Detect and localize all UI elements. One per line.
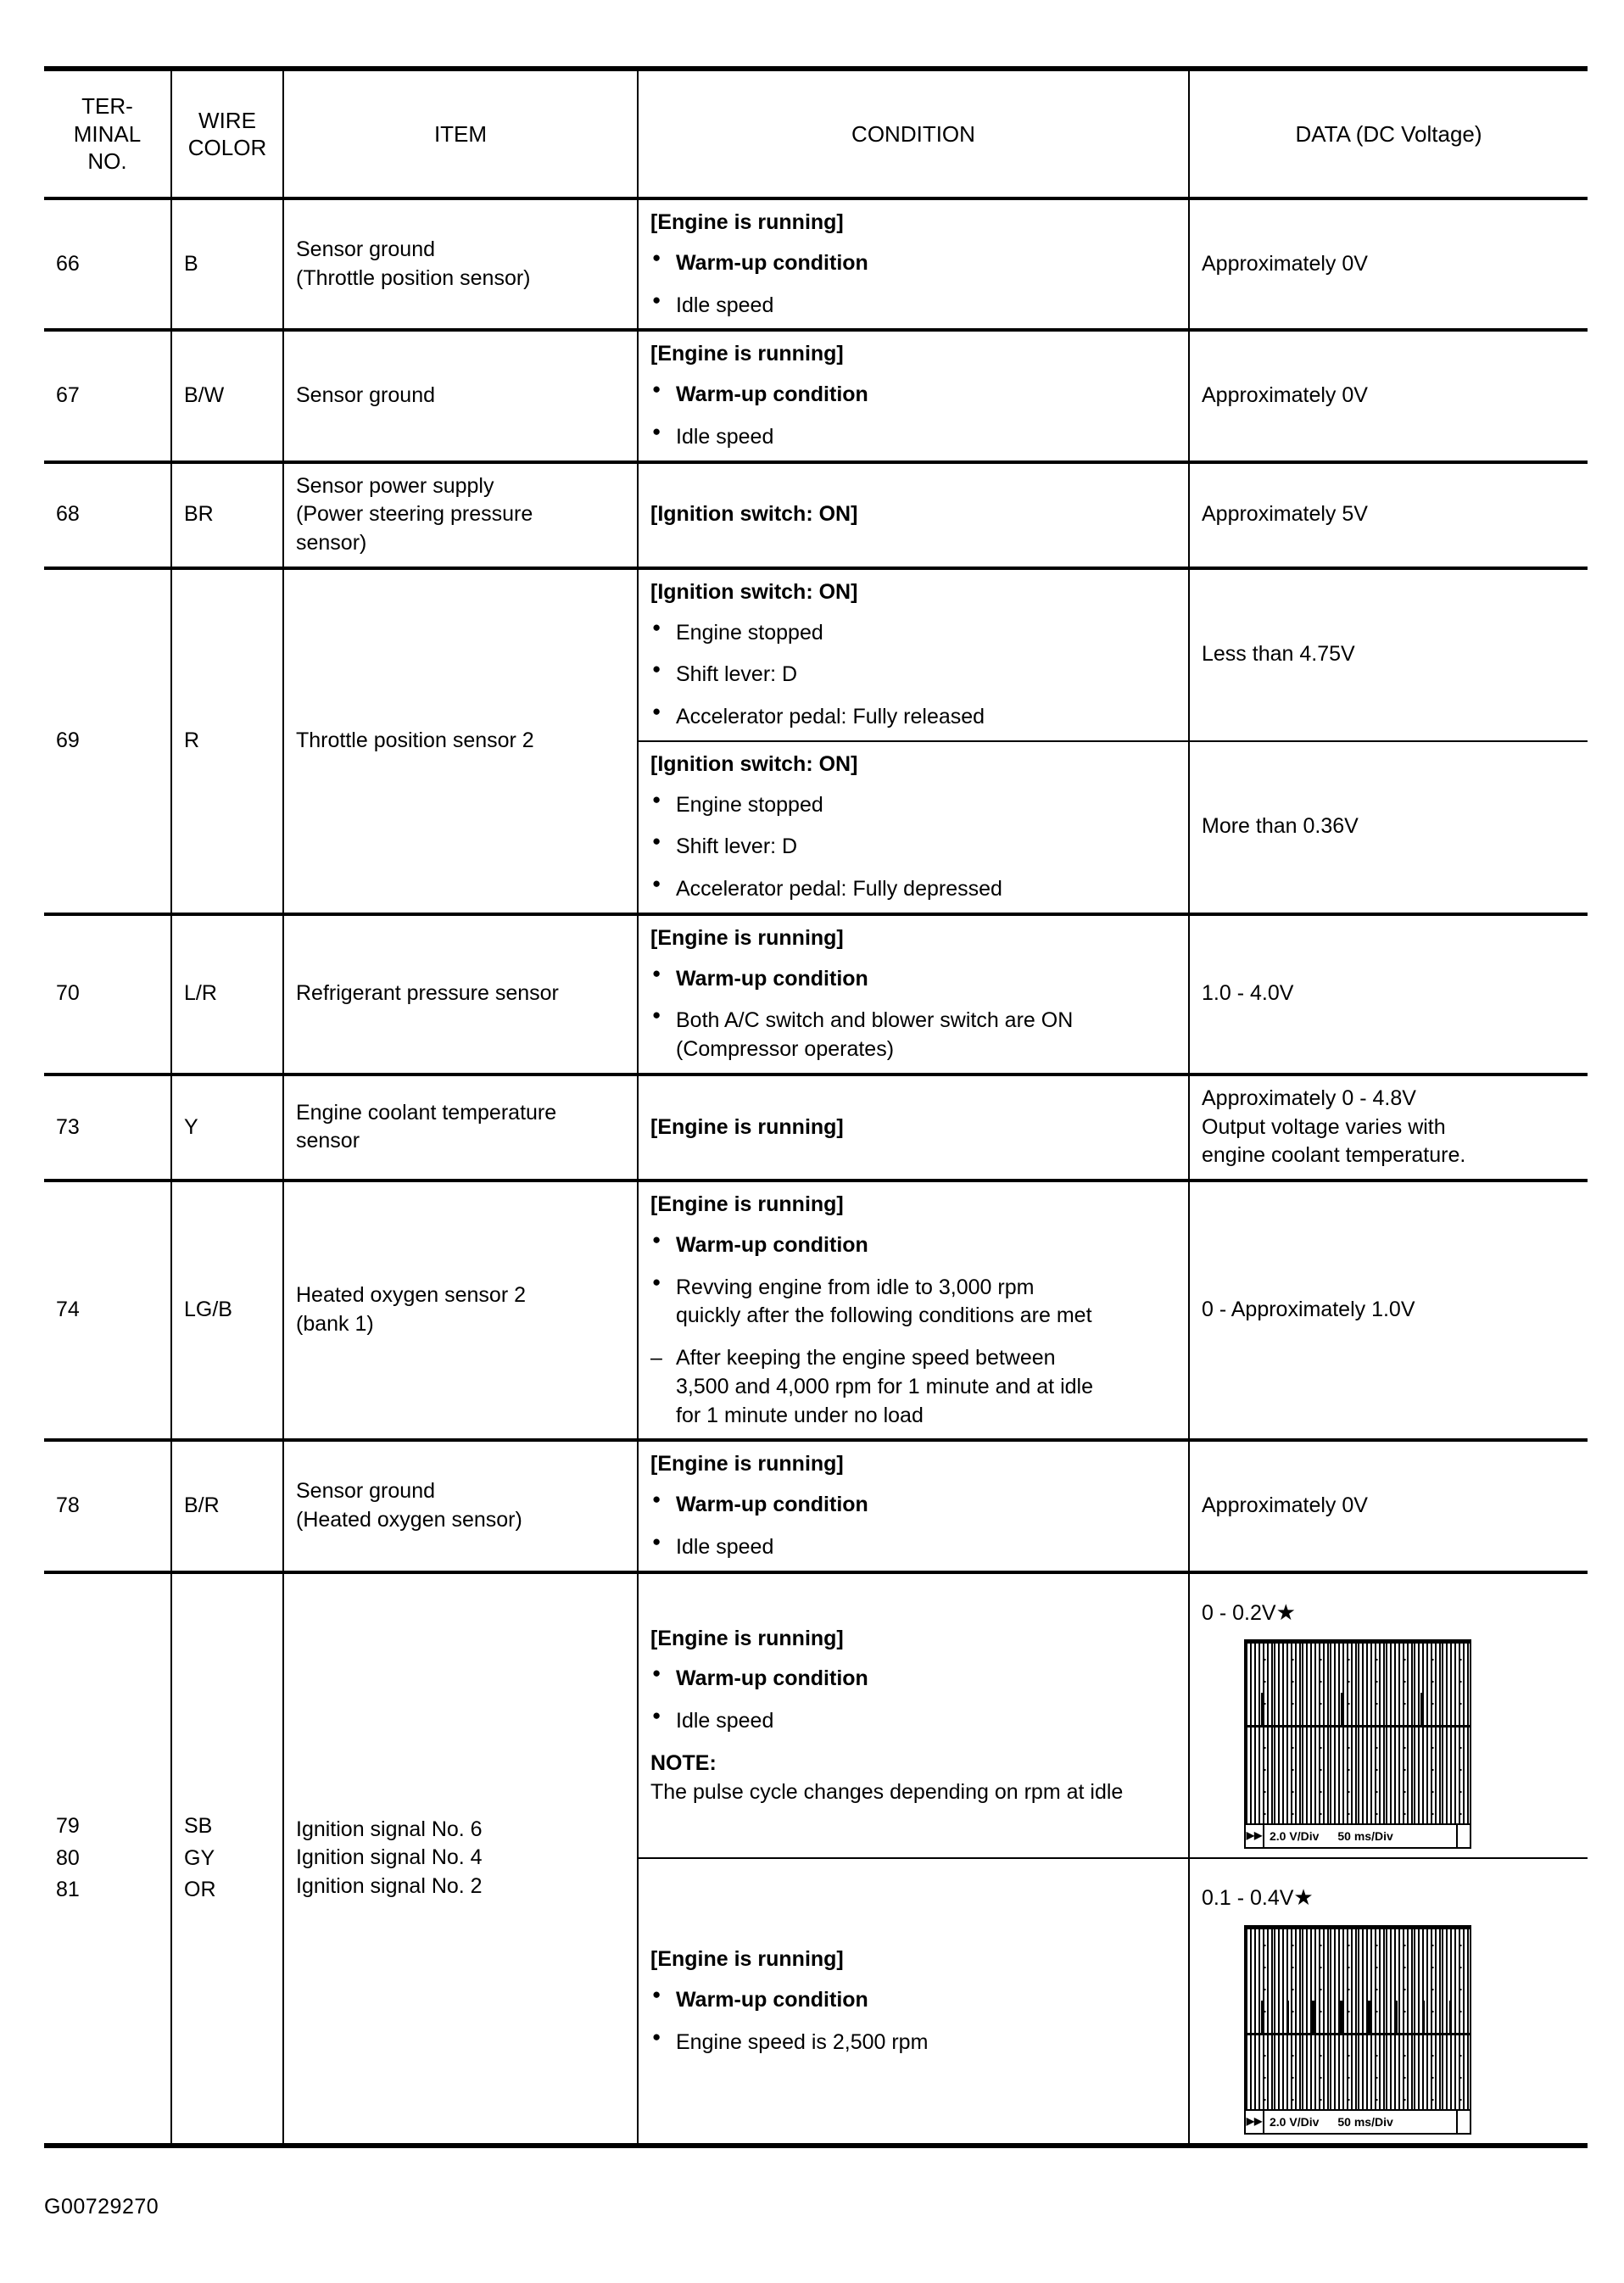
scope-footer (1246, 2109, 1470, 2133)
cell-wire-color: LG/B (171, 1181, 283, 1440)
cell-item: Sensor ground (283, 330, 638, 461)
scope-pulse-train (1246, 1929, 1470, 2109)
cell-item (283, 1440, 638, 1571)
cell-data (1189, 1572, 1588, 1859)
condition-bullet: ● Engine stopped (650, 619, 1176, 648)
oscilloscope-waveform-2500rpm (1244, 1925, 1471, 2135)
condition-bullet-list (650, 1491, 1176, 1562)
header-line-2: COLOR (187, 135, 267, 160)
table-header-row (44, 69, 1588, 198)
item-line: Ignition signal No. 6 (296, 1817, 483, 1841)
column-header-data: DATA (DC Voltage) (1189, 69, 1588, 198)
cell-data: Approximately 0V (1189, 1440, 1588, 1571)
table-row (44, 198, 1588, 330)
data-value-with-star (1202, 1598, 1576, 1628)
header-line-1: TER- (81, 93, 133, 120)
scope-time-per-div: 50 ms/Div (1337, 2114, 1393, 2129)
cell-wire-color: Y (171, 1075, 283, 1181)
condition-note (650, 1750, 1176, 1807)
condition-heading: [Engine is running] (650, 1192, 844, 1216)
column-header-item: ITEM (283, 69, 638, 198)
scope-footer (1246, 1823, 1470, 1847)
header-line-2: MINAL (73, 120, 142, 147)
condition-heading: [Engine is running] (650, 210, 844, 234)
cell-wire-color: R (171, 568, 283, 914)
condition-bullet: ● Idle speed (650, 423, 1176, 452)
condition-bullet: ● Shift lever: D (650, 661, 1176, 689)
cell-terminal-no (44, 1572, 171, 2146)
note-text: The pulse cycle changes depending on rpm at idle (650, 1779, 1124, 1804)
item-line: sensor (296, 1129, 360, 1153)
cell-item: Throttle position sensor 2 (283, 568, 638, 914)
play-icon: ▶▶ (1246, 1825, 1264, 1847)
condition-bullet: ● Warm-up condition (650, 1986, 1176, 2015)
cell-wire-color: L/R (171, 914, 283, 1075)
star-icon: ★ (1293, 1884, 1314, 1911)
condition-heading: [Engine is running] (650, 1452, 844, 1476)
condition-bullet: ● Engine speed is 2,500 rpm (650, 2029, 1176, 2057)
cell-data (1189, 1858, 1588, 2146)
item-line: Heated oxygen sensor 2 (296, 1283, 527, 1308)
condition-bullet-list (650, 965, 1176, 1064)
condition-bullet: ● Accelerator pedal: Fully depressed (650, 875, 1176, 904)
condition-bullet: ● Idle speed (650, 1707, 1176, 1736)
data-line: 0 - 0.2V (1202, 1600, 1276, 1625)
data-value-with-star (1202, 1883, 1576, 1913)
cell-item: Refrigerant pressure sensor (283, 914, 638, 1075)
scope-volts-per-div: 2.0 V/Div (1270, 2114, 1320, 2129)
cell-terminal-no: 68 (44, 462, 171, 568)
terminal-no-line: 79 (56, 1814, 80, 1838)
condition-bullet-list (650, 1665, 1176, 1736)
condition-bullet: ● Warm-up condition (650, 249, 1176, 278)
bullet-text: After keeping the engine speed between (676, 1346, 1056, 1370)
cell-condition (638, 568, 1189, 741)
cell-terminal-no: 74 (44, 1181, 171, 1440)
bullet-continuation: (Compressor operates) (676, 1037, 895, 1061)
table-body (44, 198, 1588, 2146)
oscilloscope-waveform-idle (1244, 1639, 1471, 1849)
scope-volts-per-div: 2.0 V/Div (1270, 1828, 1320, 1843)
cell-item (283, 198, 638, 330)
bullet-continuation: quickly after the following conditions are met (676, 1303, 1092, 1328)
cell-terminal-no: 70 (44, 914, 171, 1075)
item-line: Engine coolant temperature (296, 1100, 557, 1125)
scope-endcap (1456, 1825, 1470, 1847)
play-icon: ▶▶ (1246, 2111, 1264, 2133)
cell-condition (638, 1572, 1189, 1859)
condition-heading: [Ignition switch: ON] (650, 502, 858, 527)
figure-reference-code: G00729270 (44, 2195, 159, 2219)
scope-pulse (1420, 1693, 1423, 1727)
condition-bullet: ● Idle speed (650, 1533, 1176, 1562)
cell-item (283, 1075, 638, 1181)
scope-pulse (1261, 1693, 1264, 1727)
condition-heading: [Ignition switch: ON] (650, 579, 858, 604)
table-row (44, 1181, 1588, 1440)
cell-data: More than 0.36V (1189, 741, 1588, 914)
condition-heading: [Ignition switch: ON] (650, 751, 858, 776)
scope-pulse-train (1246, 1644, 1470, 1823)
table-row (44, 1572, 1588, 1859)
scope-pulse (1368, 2001, 1370, 2033)
cell-data: Approximately 5V (1189, 462, 1588, 568)
item-line: (Power steering pressure (296, 502, 533, 527)
condition-heading: [Engine is running] (650, 925, 844, 950)
header-line-3: NO. (87, 148, 127, 175)
condition-bullet (650, 1274, 1176, 1331)
condition-bullet: ● Engine stopped (650, 791, 1176, 820)
cell-wire-color (171, 1572, 283, 2146)
item-line: Sensor ground (296, 237, 436, 261)
wire-color-line: GY (184, 1845, 215, 1870)
condition-bullet-list (650, 381, 1176, 452)
scope-pulse (1449, 2001, 1452, 2033)
cell-item (283, 1181, 638, 1440)
condition-heading: [Engine is running] (650, 1626, 844, 1650)
cell-item (283, 462, 638, 568)
wire-color-line: OR (184, 1878, 216, 1901)
condition-bullet: ● Idle speed (650, 292, 1176, 321)
cell-condition (638, 741, 1189, 914)
item-line: (Throttle position sensor) (296, 265, 531, 290)
item-line: Sensor power supply (296, 473, 494, 498)
condition-bullet: ● Warm-up condition (650, 381, 1176, 410)
cell-terminal-no: 78 (44, 1440, 171, 1571)
condition-heading: [Engine is running] (650, 1947, 844, 1971)
table-row (44, 330, 1588, 461)
item-line: sensor) (296, 531, 367, 555)
condition-bullet (650, 1007, 1176, 1064)
cell-data (1189, 1075, 1588, 1181)
cell-data: Less than 4.75V (1189, 568, 1588, 741)
cell-wire-color: B/W (171, 330, 283, 461)
cell-data: 1.0 - 4.0V (1189, 914, 1588, 1075)
condition-heading: [Engine is running] (650, 1114, 844, 1139)
scope-pulse (1422, 2001, 1425, 2033)
table-row (44, 914, 1588, 1075)
condition-bullet: ● Warm-up condition (650, 1231, 1176, 1260)
condition-bullet: ● Warm-up condition (650, 1665, 1176, 1694)
data-line: Approximately 0 - 4.8V (1202, 1086, 1416, 1110)
cell-condition (638, 1181, 1189, 1440)
cell-condition (638, 914, 1189, 1075)
item-line: Ignition signal No. 2 (296, 1874, 483, 1899)
scope-pulse (1395, 2001, 1398, 2033)
condition-bullet-list (650, 1986, 1176, 2057)
item-line: Sensor ground (296, 1479, 436, 1504)
item-line: (bank 1) (296, 1312, 374, 1337)
item-line: Ignition signal No. 4 (296, 1845, 483, 1870)
cell-condition (638, 198, 1189, 330)
scope-pulse (1286, 2001, 1289, 2033)
cell-terminal-no: 73 (44, 1075, 171, 1181)
table-row (44, 568, 1588, 741)
condition-bullet-list (650, 249, 1176, 321)
condition-bullet: ● Warm-up condition (650, 1491, 1176, 1520)
cell-data: Approximately 0V (1189, 198, 1588, 330)
cell-condition (638, 1858, 1189, 2146)
cell-condition (638, 462, 1189, 568)
cell-data: 0 - Approximately 1.0V (1189, 1181, 1588, 1440)
table-row (44, 462, 1588, 568)
cell-terminal-no: 69 (44, 568, 171, 914)
cell-condition (638, 1075, 1189, 1181)
scope-pulse (1261, 2001, 1264, 2033)
condition-bullet: ● Accelerator pedal: Fully released (650, 703, 1176, 732)
column-header-condition: CONDITION (638, 69, 1189, 198)
wire-color-line: SB (184, 1814, 213, 1838)
condition-bullet-list (650, 619, 1176, 732)
bullet-continuation: 3,500 and 4,000 rpm for 1 minute and at idle (676, 1374, 1093, 1398)
cell-terminal-no: 66 (44, 198, 171, 330)
data-line: engine coolant temperature. (1202, 1143, 1466, 1168)
scope-pulse (1340, 2001, 1342, 2033)
bullet-continuation: for 1 minute under no load (676, 1403, 924, 1427)
data-line: Output voltage varies with (1202, 1114, 1446, 1139)
table-row (44, 1440, 1588, 1571)
table-row (44, 1075, 1588, 1181)
cell-condition (638, 330, 1189, 461)
scope-pulse (1341, 1693, 1343, 1727)
condition-bullet: ● Warm-up condition (650, 965, 1176, 994)
condition-bullet: ● Shift lever: D (650, 833, 1176, 862)
note-label: NOTE: (650, 1750, 717, 1775)
condition-bullet (650, 1344, 1176, 1430)
cell-data: Approximately 0V (1189, 330, 1588, 461)
scope-screen (1246, 1929, 1470, 2109)
scope-endcap (1456, 2111, 1470, 2133)
cell-condition (638, 1440, 1189, 1571)
scope-time-per-div: 50 ms/Div (1337, 1828, 1393, 1843)
cell-wire-color: BR (171, 462, 283, 568)
cell-wire-color: B (171, 198, 283, 330)
column-header-terminal-no (44, 69, 171, 198)
star-icon: ★ (1275, 1599, 1296, 1625)
item-line: (Heated oxygen sensor) (296, 1507, 522, 1532)
bullet-text: Revving engine from idle to 3,000 rpm (676, 1275, 1035, 1299)
ecm-terminal-inspection-table (44, 66, 1588, 2148)
cell-terminal-no: 67 (44, 330, 171, 461)
data-line: 0.1 - 0.4V (1202, 1886, 1294, 1911)
terminal-no-line: 81 (56, 1878, 80, 1901)
bullet-text: Both A/C switch and blower switch are ON (676, 1008, 1074, 1033)
cell-item (283, 1572, 638, 2146)
column-header-wire-color (171, 69, 283, 198)
terminal-no-line: 80 (56, 1845, 80, 1870)
condition-bullet-list (650, 791, 1176, 904)
condition-heading: [Engine is running] (650, 342, 844, 366)
scope-screen (1246, 1644, 1470, 1823)
scope-pulse (1312, 2001, 1314, 2033)
condition-bullet-list (650, 1231, 1176, 1431)
header-line-1: WIRE (198, 107, 256, 133)
ecm-terminal-table-wrapper (44, 66, 1588, 2148)
cell-wire-color: B/R (171, 1440, 283, 1571)
